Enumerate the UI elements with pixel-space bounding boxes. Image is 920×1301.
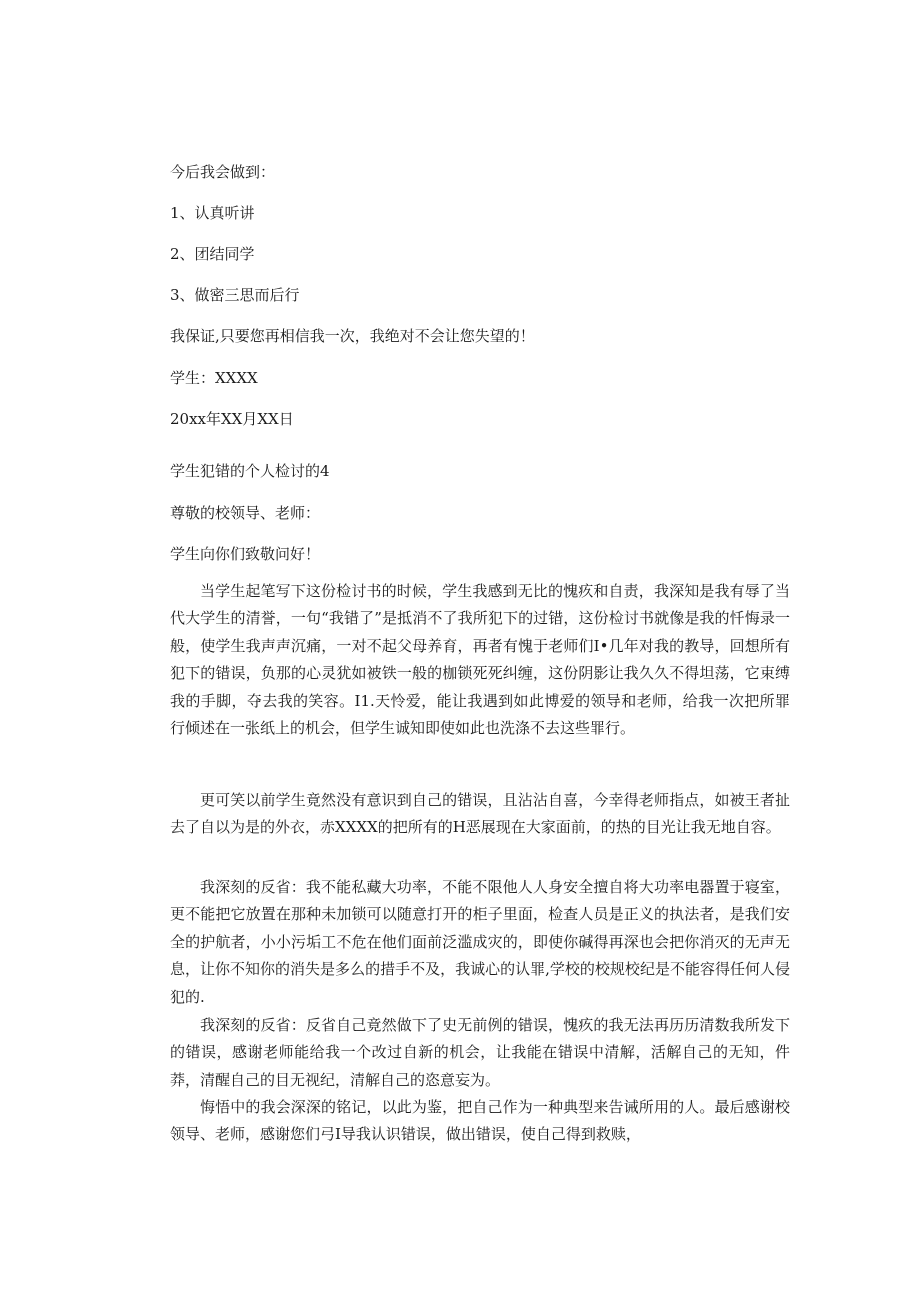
section-title: 学生犯错的个人检讨的4 <box>170 462 330 480</box>
body-paragraph-2: 更可笑以前学生竟然没有意识到自己的错误，且沾沾自喜，今幸得老师指点，如被王者扯去了自以为是的外衣，赤XXXX的把所有的H恶展现在大家面前，的热的目光让我无地自容。 <box>170 791 790 837</box>
list-item-2: 2、团结同学 <box>170 245 255 263</box>
list-item-1: 1、认真听讲 <box>170 204 255 222</box>
intro-line: 今后我会做到： <box>170 163 276 181</box>
list-item-3: 3、做密三思而后行 <box>170 286 300 304</box>
body-paragraph-1: 当学生起笔写下这份检讨书的时候，学生我感到无比的愧疚和自责，我深知是我有辱了当代大学生的清誉，一句“我错了”是抵消不了我所犯下的过错，这份检讨书就像是我的忏悔录一般，使学生我声声沉痛，一对不起父母养育，再者有愧于老师们I•几年对我的教导，回想所有犯下的错误，负那的心灵犹如被铁一般的枷锁死死纠缠，这份阴影让我久久不得坦荡，它束缚我的手脚，夺去我的笑容。I1.天怜爱，能让我遇到如此博爱的领导和老师，给我一次把所罪行倾述在一张纸上的机会，但学生诚知即使如此也洗涤不去这些罪行。 <box>170 582 790 738</box>
body-paragraph-4: 我深刻的反省：反省自己竟然做下了史无前例的错误，愧疚的我无法再历历清数我所发下的错误，感谢老师能给我一个改过自新的机会，让我能在错误中清解，活解自己的无知，件莽，清醒自己的目无视纪，清解自己的恣意妄为。 <box>170 1016 790 1089</box>
promise-line: 我保证,只要您再相信我一次，我绝对不会让您失望的！ <box>170 327 535 345</box>
salutation: 尊敬的校领导、老师： <box>170 504 321 522</box>
student-signature: 学生：XXXX <box>170 369 258 387</box>
body-paragraph-3: 我深刻的反省：我不能私藏大功率，不能不限他人人身安全擅自将大功率电器置于寝室，更不能把它放置在那种未加锁可以随意打开的柜子里面，检查人员是正义的执法者，是我们安全的护航者，小小污垢工不危在他们面前泛滥成灾的，即使你碱得再深也会把你消灭的无声无息，让你不知你的消失是多么的措手不及，我诚心的认罪,学校的校规校纪是不能容得任何人侵犯的. <box>170 878 790 1006</box>
body-paragraph-5: 悔悟中的我会深深的铭记，以此为鉴，把自己作为一种典型来告诫所用的人。最后感谢校领导、老师，感谢您们弓I导我认识错误，做出错误，使自己得到救赎， <box>170 1098 790 1144</box>
date-line: 20xx年XX月XX日 <box>170 410 294 428</box>
greeting: 学生向你们致敬问好！ <box>170 545 321 563</box>
